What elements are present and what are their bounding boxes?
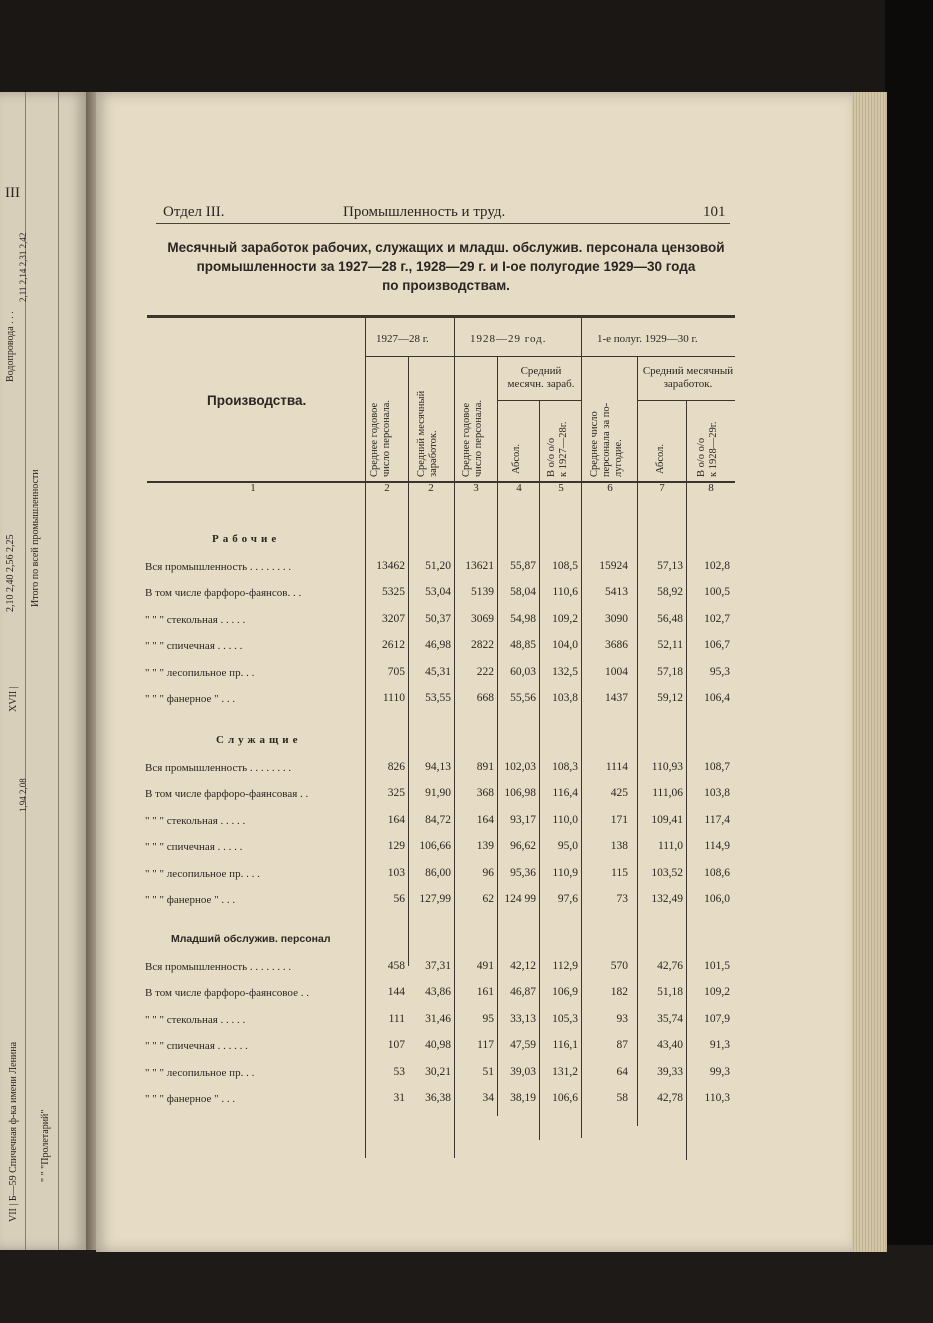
table-cell: 458	[387, 960, 405, 972]
table-cell: 54,98	[510, 612, 536, 625]
table-cell: 110,3	[704, 1092, 730, 1104]
table-cell: 116,4	[552, 787, 578, 800]
table-cell: 95,36	[510, 866, 536, 879]
row-label: Вся промышленность . . . . . . . .	[145, 762, 292, 774]
row-label: В том числе фарфоро-фаянсов. . .	[145, 587, 302, 600]
table-cell: 31	[393, 1092, 405, 1104]
table-cell: 109,2	[704, 986, 730, 999]
table-cell: 3090	[605, 612, 628, 625]
table-cell: 57,18	[657, 665, 683, 678]
header-col-6: Среднее число персонала за по- лугодие.	[589, 402, 624, 477]
running-head-section: Отдел III.	[163, 204, 225, 220]
table-cell: 103	[387, 866, 405, 879]
table-cell: 161	[476, 986, 494, 999]
table-cell: 43,86	[425, 986, 451, 999]
table-cell: 55,87	[510, 560, 536, 572]
table-cell: 112,9	[552, 960, 578, 972]
table-column-rule	[497, 356, 498, 1116]
column-number: 2	[384, 482, 390, 494]
table-cell: 115	[611, 866, 628, 879]
table-cell: 109,41	[651, 813, 683, 826]
table-cell: 91,3	[709, 1039, 730, 1052]
table-cell: 13462	[376, 560, 405, 572]
table-cell: 96	[482, 866, 494, 879]
table-cell: 53,55	[425, 692, 451, 704]
left-page-vertical-text: XVII |	[8, 686, 19, 712]
table-cell: 108,5	[552, 560, 578, 572]
table-cell: 97,6	[557, 893, 578, 905]
table-cell: 108,6	[704, 866, 730, 879]
table-cell: 45,31	[425, 665, 451, 678]
left-page-vertical-numbers: 1,94 2,08	[18, 778, 28, 812]
header-col-3b: Среднее годовое число персонала.	[461, 399, 484, 477]
table-cell: 60,03	[510, 665, 536, 678]
table-cell: 570	[610, 960, 628, 972]
header-avg-monthly-earnings-half-year: Средний месячный заработок.	[642, 365, 734, 390]
table-cell: 38,19	[510, 1092, 536, 1104]
left-page-section-number: III	[5, 185, 20, 201]
header-productions: Производства.	[207, 393, 307, 408]
table-cell: 94,13	[425, 761, 451, 773]
table-cell: 103,8	[704, 787, 730, 800]
table-column-rule	[637, 356, 638, 1126]
table-cell: 34	[482, 1092, 494, 1104]
table-cell: 2612	[382, 639, 405, 652]
table-cell: 42,78	[657, 1092, 683, 1104]
table-cell: 33,13	[510, 1012, 536, 1025]
header-col-4: Абсол.	[511, 443, 522, 474]
table-cell: 127,99	[419, 893, 451, 905]
table-cell: 114,9	[704, 840, 730, 853]
header-period-1929: 1-е полуг. 1929—30 г.	[597, 333, 698, 345]
row-label: " " " спичечная . . . . .	[145, 841, 243, 854]
table-cell: 111,0	[657, 840, 683, 853]
row-label: " " " фанерное " . . .	[145, 894, 236, 906]
table-cell: 39,33	[657, 1065, 683, 1078]
row-label: " " " лесопильное пр. . . .	[145, 867, 260, 880]
table-cell: 3069	[471, 612, 494, 625]
table-column-rule	[454, 318, 455, 1158]
row-label: В том числе фарфоро-фаянсовое . .	[145, 987, 309, 1000]
row-label: " " " спичечная . . . . .	[145, 640, 243, 653]
row-label: " " " лесопильное пр. . .	[145, 666, 255, 679]
table-cell: 106,9	[552, 986, 578, 999]
table-cell: 62	[482, 893, 494, 905]
row-label: " " " фанерное " . . .	[145, 1093, 236, 1105]
header-col-5: В о/о о/о к 1927—28г.	[546, 421, 569, 477]
table-cell: 129	[387, 840, 405, 853]
table-cell: 1004	[605, 665, 628, 678]
table-cell: 35,74	[657, 1012, 683, 1025]
background-right	[885, 0, 933, 1323]
table-cell: 5139	[471, 586, 494, 599]
table-cell: 99,3	[709, 1065, 730, 1078]
table-cell: 3686	[605, 639, 628, 652]
table-cell: 668	[476, 692, 494, 704]
table-cell: 164	[387, 813, 405, 826]
row-label: В том числе фарфоро-фаянсовая . .	[145, 788, 309, 801]
table-cell: 53	[393, 1065, 405, 1078]
column-number: 2	[428, 482, 434, 494]
left-page-fragment	[0, 92, 88, 1250]
table-cell: 106,0	[704, 893, 730, 905]
table-cell: 101,5	[704, 960, 730, 972]
table-cell: 106,98	[504, 787, 536, 800]
table-cell: 56,48	[657, 612, 683, 625]
table-cell: 58,04	[510, 586, 536, 599]
table-cell: 491	[476, 960, 494, 972]
table-title-line: по производствам.	[382, 278, 510, 293]
table-top-rule	[147, 315, 735, 318]
table-cell: 182	[610, 986, 628, 999]
table-cell: 1114	[605, 761, 628, 773]
table-cell: 84,72	[425, 813, 451, 826]
column-number: 5	[558, 482, 564, 494]
table-cell: 58	[616, 1092, 628, 1104]
header-col-7: Абсол.	[655, 443, 666, 474]
row-label: " " " спичечная . . . . . .	[145, 1040, 248, 1053]
table-cell: 47,59	[510, 1039, 536, 1052]
row-label: " " " стекольная . . . . .	[145, 613, 246, 626]
table-cell: 109,2	[552, 612, 578, 625]
header-period-1928: 1928—29 год.	[470, 333, 547, 345]
table-cell: 106,7	[704, 639, 730, 652]
table-cell: 46,98	[425, 639, 451, 652]
table-cell: 103,8	[552, 692, 578, 704]
table-cell: 132,49	[651, 893, 683, 905]
table-cell: 39,03	[510, 1065, 536, 1078]
left-page-vertical-text: Водопровода . . .	[5, 311, 16, 382]
table-cell: 86,00	[425, 866, 451, 879]
table-cell: 96,62	[510, 840, 536, 853]
table-cell: 117	[477, 1039, 494, 1052]
header-col-8: В о/о о/о к 1928—29г.	[696, 421, 719, 477]
table-cell: 3207	[382, 612, 405, 625]
table-cell: 46,87	[510, 986, 536, 999]
table-cell: 705	[387, 665, 405, 678]
table-cell: 73	[616, 893, 628, 905]
table-cell: 108,7	[704, 761, 730, 773]
section-heading: Рабочие	[212, 533, 281, 545]
table-cell: 2822	[471, 639, 494, 652]
row-label: " " " лесопильное пр. . .	[145, 1066, 255, 1079]
section-heading: Служащие	[216, 734, 302, 746]
table-cell: 59,12	[657, 692, 683, 704]
table-cell: 51,20	[425, 560, 451, 572]
table-cell: 36,38	[425, 1092, 451, 1104]
column-number: 7	[659, 482, 665, 494]
left-page-vertical-text: Итого по всей промышленности	[30, 469, 41, 607]
table-cell: 87	[616, 1039, 628, 1052]
table-cell: 58,92	[657, 586, 683, 599]
left-page-rule	[58, 92, 59, 1250]
header-period-1927: 1927—28 г.	[376, 333, 429, 345]
table-cell: 95	[482, 1012, 494, 1025]
column-number: 3	[473, 482, 479, 494]
table-cell: 93	[616, 1012, 628, 1025]
table-cell: 56	[393, 893, 405, 905]
table-cell: 117,4	[704, 813, 730, 826]
table-cell: 40,98	[425, 1039, 451, 1052]
table-cell: 1437	[605, 692, 628, 704]
background-bottom	[0, 1245, 933, 1323]
table-column-rule	[365, 318, 366, 1158]
left-page-vertical-text: VII | Б—59 Спичечная ф-ка имени Ленина	[8, 1041, 19, 1222]
section-heading: Младший обслужив. персонал	[171, 933, 331, 945]
table-cell: 52,11	[657, 639, 683, 652]
running-head-rule	[156, 223, 730, 224]
table-cell: 48,85	[510, 639, 536, 652]
table-cell: 31,46	[425, 1012, 451, 1025]
table-cell: 93,17	[510, 813, 536, 826]
table-cell: 131,2	[552, 1065, 578, 1078]
table-cell: 50,37	[425, 612, 451, 625]
table-cell: 37,31	[425, 960, 451, 972]
row-label: Вся промышленность . . . . . . . .	[145, 961, 292, 973]
table-cell: 368	[476, 787, 494, 800]
table-cell: 51	[482, 1065, 494, 1078]
table-cell: 102,7	[704, 612, 730, 625]
table-cell: 95,0	[557, 840, 578, 853]
table-cell: 104,0	[552, 639, 578, 652]
table-cell: 51,18	[657, 986, 683, 999]
table-cell: 110,93	[651, 761, 683, 773]
table-cell: 30,21	[425, 1065, 451, 1078]
table-cell: 55,56	[510, 692, 536, 704]
table-cell: 1110	[382, 692, 405, 704]
table-cell: 100,5	[704, 586, 730, 599]
table-cell: 116,1	[552, 1039, 578, 1052]
table-cell: 138	[610, 840, 628, 853]
row-label: " " " стекольная . . . . .	[145, 814, 246, 827]
table-cell: 95,3	[709, 665, 730, 678]
table-title	[145, 238, 747, 295]
left-page-vertical-text: 2,10 2,40 2,56 2,25	[5, 534, 16, 612]
table-cell: 43,40	[657, 1039, 683, 1052]
table-cell: 111	[388, 1012, 405, 1025]
table-cell: 42,76	[657, 960, 683, 972]
table-cell: 110,9	[552, 866, 578, 879]
header-bottom-rule	[147, 481, 735, 483]
table-cell: 826	[387, 761, 405, 773]
table-cell: 222	[476, 665, 494, 678]
table-cell: 108,3	[552, 761, 578, 773]
column-number: 6	[607, 482, 613, 494]
table-cell: 106,6	[552, 1092, 578, 1104]
left-page-vertical-numbers: 2,11 2,14 2,31 2,42	[18, 232, 28, 302]
table-cell: 106,66	[419, 840, 451, 853]
table-cell: 110,6	[552, 586, 578, 599]
table-cell: 164	[476, 813, 494, 826]
row-label: Вся промышленность . . . . . . . .	[145, 561, 292, 573]
table-cell: 139	[476, 840, 494, 853]
table-cell: 53,04	[425, 586, 451, 599]
table-cell: 891	[476, 761, 494, 773]
table-cell: 13621	[465, 560, 494, 572]
table-cell: 124 99	[504, 893, 536, 905]
table-cell: 132,5	[552, 665, 578, 678]
table-title-line: Месячный заработок рабочих, служащих и младш. обслужив. персонала цензовой	[167, 240, 725, 255]
row-label: " " " стекольная . . . . .	[145, 1013, 246, 1026]
header-avg-monthly-earnings: Средний месячн. зараб.	[507, 365, 575, 390]
table-cell: 42,12	[510, 960, 536, 972]
table-cell: 325	[387, 787, 405, 800]
table-cell: 105,3	[552, 1012, 578, 1025]
table-cell: 111,06	[652, 787, 683, 800]
header-rule	[365, 356, 735, 357]
table-title-line: промышленности за 1927—28 г., 1928—29 г. и I-ое полугодие 1929—30 года	[196, 259, 696, 274]
column-number: 4	[516, 482, 522, 494]
table-cell: 107,9	[704, 1012, 730, 1025]
left-page-vertical-text: " " "Пролетарий"	[40, 1109, 51, 1182]
table-cell: 110,0	[552, 813, 578, 826]
table-cell: 103,52	[651, 866, 683, 879]
table-cell: 5325	[382, 586, 405, 599]
table-cell: 171	[610, 813, 628, 826]
table-cell: 102,8	[704, 560, 730, 572]
table-cell: 64	[616, 1065, 628, 1078]
table-cell: 106,4	[704, 692, 730, 704]
table-cell: 107	[387, 1039, 405, 1052]
column-number: 1	[250, 482, 256, 494]
header-col-2: Среднее годовое число персонала.	[369, 399, 392, 477]
table-cell: 5413	[605, 586, 628, 599]
page-number: 101	[703, 204, 726, 220]
row-label: " " " фанерное " . . .	[145, 693, 236, 705]
table-cell: 102,03	[504, 761, 536, 773]
column-number: 8	[708, 482, 714, 494]
header-col-3: Средний месячный заработок.	[416, 390, 439, 477]
table-cell: 57,13	[657, 560, 683, 572]
table-cell: 144	[387, 986, 405, 999]
background-top	[0, 0, 933, 95]
table-cell: 425	[610, 787, 628, 800]
running-head-title: Промышленность и труд.	[343, 204, 506, 220]
table-cell: 15924	[599, 560, 628, 572]
table-cell: 91,90	[425, 787, 451, 800]
